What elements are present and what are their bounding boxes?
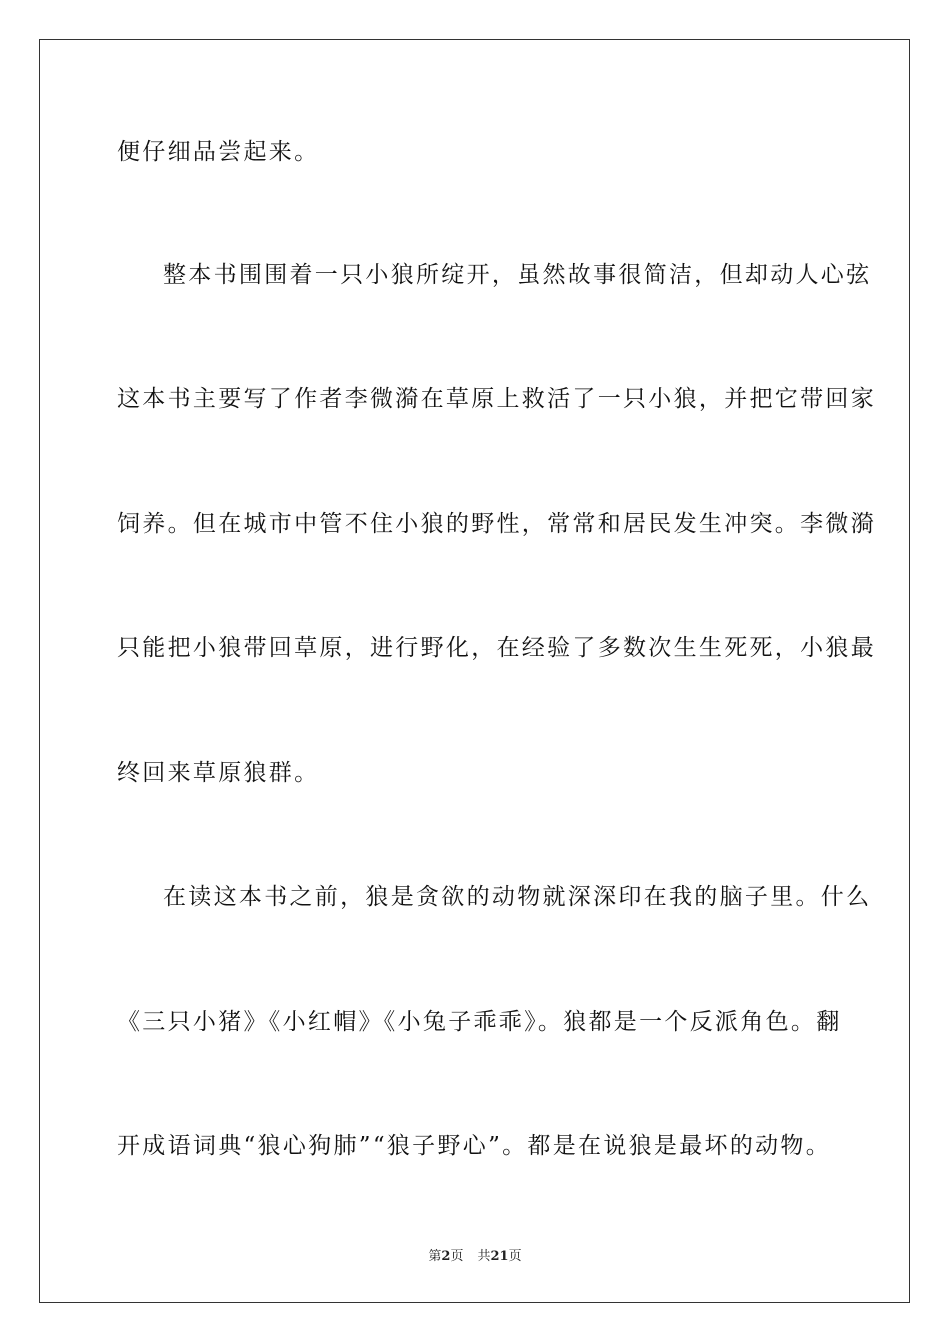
- text-line: 开成语词典“狼心狗肺”“狼子野心”。都是在说狼是最坏的动物。: [117, 1133, 832, 1159]
- page-border: [39, 39, 910, 1303]
- total-suffix: 页: [508, 1249, 522, 1264]
- text-line: 只能把小狼带回草原，进行野化，在经验了多数次生生死死，小狼最: [117, 635, 876, 661]
- page-suffix: 页: [450, 1249, 464, 1264]
- page-footer: [0, 1248, 950, 1266]
- text-line: 《三只小猪》《小红帽》《小兔子乖乖》。狼都是一个反派角色。翻: [117, 1009, 842, 1035]
- text-line: 便仔细品尝起来。: [117, 139, 320, 165]
- text-line: 终回来草原狼群。: [117, 760, 320, 786]
- text-line: 饲养。但在城市中管不住小狼的野性，常常和居民发生冲突。李微漪: [117, 511, 876, 537]
- total-prefix: 共: [477, 1249, 491, 1264]
- total-pages: 21: [490, 1249, 509, 1264]
- page-number: 2: [441, 1249, 451, 1264]
- text-line: 这本书主要写了作者李微漪在草原上救活了一只小狼，并把它带回家: [117, 386, 876, 412]
- paragraph-first-line: 在读这本书之前，狼是贪欲的动物就深深印在我的脑子里。什么: [163, 884, 872, 910]
- page-prefix: 第: [428, 1249, 442, 1264]
- paragraph-first-line: 整本书围围着一只小狼所绽开，虽然故事很简洁，但却动人心弦: [163, 262, 872, 288]
